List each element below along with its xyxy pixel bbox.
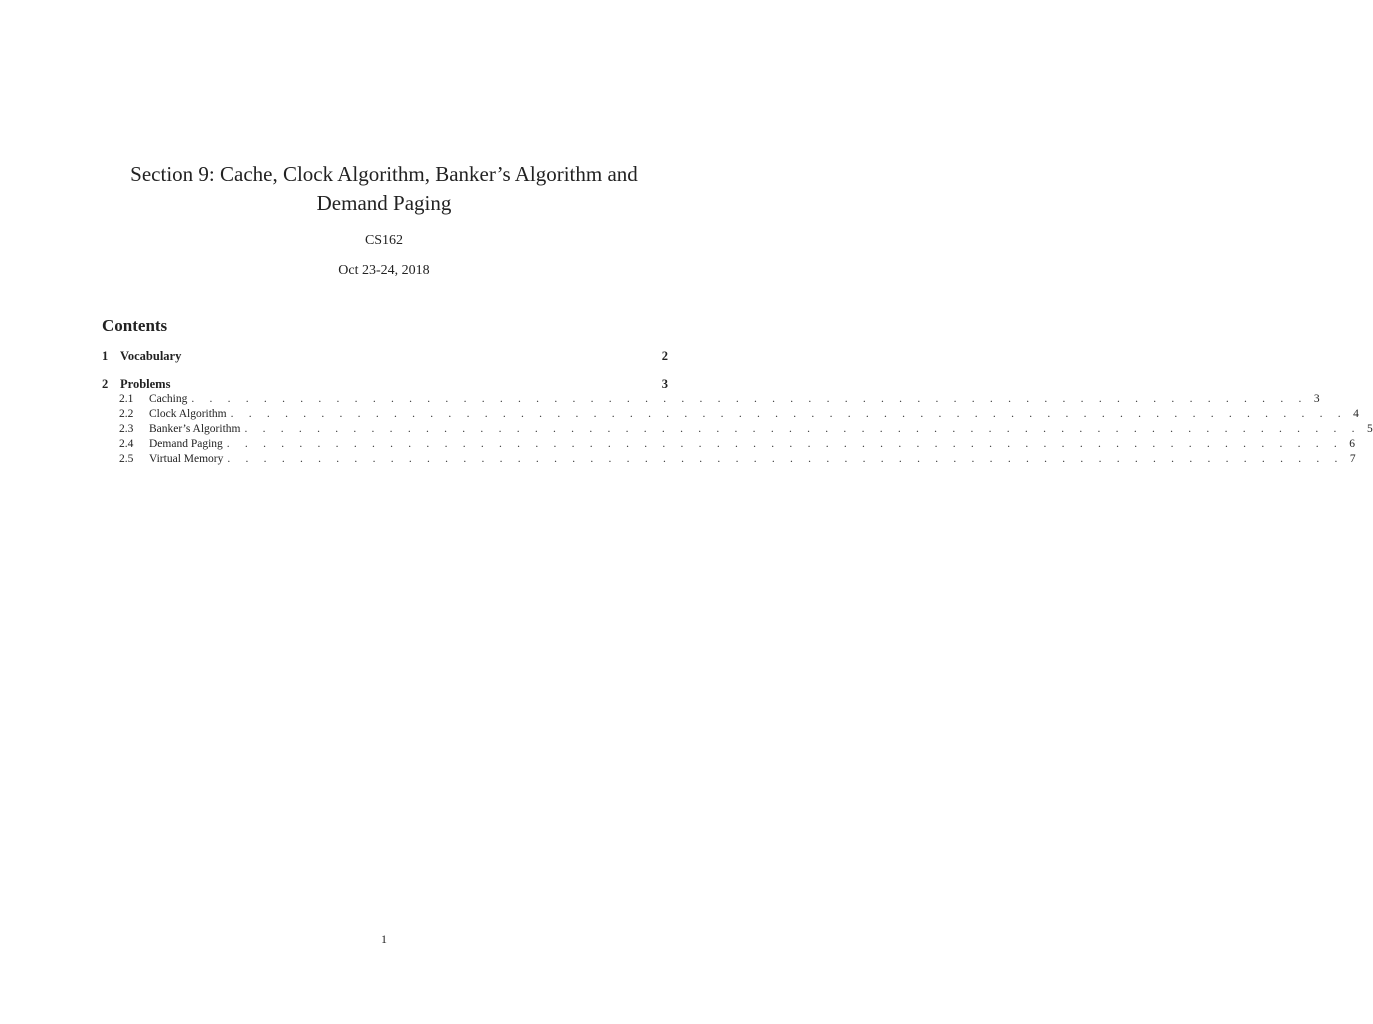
toc-dot-leader: . . . . . . . . . . . . . . . . . . . . . . . . . . . . . . . . . . . . . . . . . . . . . . . . . . . . . . . . . . . . . . [230, 408, 1347, 420]
toc-section-title: Problems [120, 377, 171, 391]
toc-section-page: 2 [661, 349, 668, 363]
document-author: CS162 [364, 233, 404, 248]
toc-subsection-demand-paging[interactable] [119, 438, 1356, 453]
toc-dot-leader: . . . . . . . . . . . . . . . . . . . . . . . . . . . . . . . . . . . . . . . . . . . . . . . . . . . . . . . . . . . . . . [244, 423, 1361, 435]
toc-subsection-bankers-algorithm[interactable] [119, 423, 1373, 438]
toc-subsection-title: Clock Algorithm [149, 408, 227, 420]
toc-section-problems[interactable] [102, 377, 668, 393]
toc-subsection-number: 2.3 [119, 423, 134, 435]
toc-section-title: Vocabulary [120, 349, 182, 363]
toc-subsection-title: Caching [149, 393, 188, 405]
toc-dot-leader: . . . . . . . . . . . . . . . . . . . . . . . . . . . . . . . . . . . . . . . . . . . . . . . . . . . . . . . . . . . . . . [227, 453, 1344, 465]
toc-section-page: 3 [661, 377, 668, 391]
document-title: Section 9: Cache, Clock Algorithm, Banker’s Algorithm and Demand Paging [130, 162, 638, 215]
toc-subsection-number: 2.1 [119, 393, 134, 405]
toc-section-vocabulary[interactable] [102, 349, 668, 365]
toc-subsection-number: 2.4 [119, 438, 134, 450]
toc-subsection-page: 6 [1349, 438, 1356, 450]
document-date: Oct 23-24, 2018 [338, 263, 430, 278]
toc-subsection-clock-algorithm[interactable] [119, 408, 1359, 423]
toc-subsection-number: 2.2 [119, 408, 134, 420]
toc-subsection-title: Virtual Memory [149, 453, 224, 465]
toc-subsection-caching[interactable] [119, 393, 1320, 408]
toc-dot-leader: . . . . . . . . . . . . . . . . . . . . . . . . . . . . . . . . . . . . . . . . . . . . . . . . . . . . . . . . . . . . . . [226, 438, 1344, 450]
toc-subsection-page: 4 [1353, 408, 1359, 420]
contents-heading: Contents [102, 316, 168, 335]
toc-subsection-title: Banker’s Algorithm [149, 423, 241, 435]
page-number: 1 [381, 932, 387, 946]
toc-subsection-title: Demand Paging [149, 438, 223, 450]
toc-subsection-page: 5 [1366, 423, 1373, 435]
toc-section-number: 1 [102, 349, 109, 363]
toc-subsection-page: 3 [1313, 393, 1320, 405]
toc-dot-leader: . . . . . . . . . . . . . . . . . . . . . . . . . . . . . . . . . . . . . . . . . . . . . . . . . . . . . . . . . . . . . . [191, 393, 1308, 405]
toc-subsection-page: 7 [1349, 453, 1356, 465]
toc-subsection-virtual-memory[interactable] [119, 453, 1356, 468]
toc-section-number: 2 [102, 377, 109, 391]
toc-subsection-number: 2.5 [119, 453, 134, 465]
